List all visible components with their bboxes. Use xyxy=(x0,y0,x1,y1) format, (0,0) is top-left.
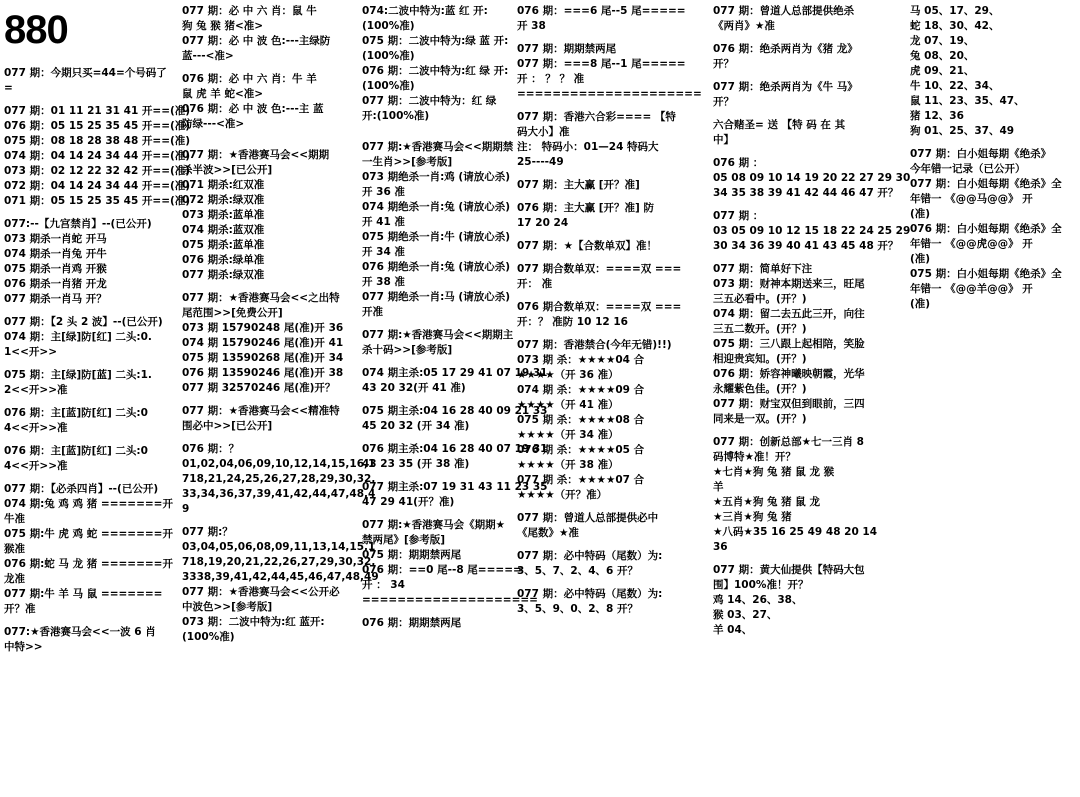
text-line: 3、5、7、2、4、6 开？ xyxy=(517,565,638,577)
text-line: 34 35 38 39 41 42 44 46 47 开？ xyxy=(713,187,899,199)
text-line: ★★★★（开 34 准） xyxy=(517,429,619,441)
text-line: 1<<开>> xyxy=(4,346,57,358)
text-line: 074 期杀:蓝双准 xyxy=(182,224,265,236)
line-gap xyxy=(4,398,157,406)
text-line: 075 期杀:蓝单准 xyxy=(182,239,265,251)
text-line: 077 期：香港六合彩==== 【特 xyxy=(517,111,676,123)
text-line: 03 05 09 10 12 15 18 22 24 25 29 xyxy=(713,225,911,237)
text-line: 开 ： ？ ？ 准 xyxy=(517,73,585,85)
text-line: 076 期：05 15 25 35 45 开==(准) xyxy=(4,120,191,132)
line-gap xyxy=(362,472,514,480)
column-1 xyxy=(4,66,191,655)
text-line: 年错一 《@@马@@》 开 xyxy=(910,193,1033,205)
text-line: 077 期:★香港赛马会<<期期主 xyxy=(362,329,514,341)
text-line: 077 期：★香港赛马会<<之出特 xyxy=(182,292,340,304)
text-line: 077 期合数单双：====双 === xyxy=(517,263,682,275)
text-line: 718,19,20,21,22,26,27,29,30,32, xyxy=(182,556,376,568)
line-gap xyxy=(182,140,344,148)
text-line: ★★★★（开 38 准） xyxy=(517,459,619,471)
text-line: 开？准 xyxy=(4,603,36,615)
text-line: 永耀紫色佳。(开？) xyxy=(713,383,807,395)
text-line: 一生肖>>[参考版] xyxy=(362,156,453,168)
text-line: 47 29 41(开？准) xyxy=(362,496,455,508)
text-line: 077 期 ： xyxy=(713,210,764,222)
text-line: 076 期：==0 尾--8 尾===== xyxy=(362,564,522,576)
text-line: 074 期杀一肖兔 开牛 xyxy=(4,248,107,260)
text-line: 猴 03、27、 xyxy=(713,609,778,621)
text-line: 禁两尾》[参考版] xyxy=(362,534,446,546)
text-line: 杀半波>>[已公开] xyxy=(182,164,273,176)
text-line: ===================== xyxy=(517,88,702,100)
text-line: 年错一 《@@虎@@》 开 xyxy=(910,238,1033,250)
line-gap xyxy=(362,320,514,328)
text-line: 075 期 13590268 尾(准)开 34 xyxy=(182,352,344,364)
text-line: 075 期：白小姐每期《绝杀》全 xyxy=(910,268,1062,280)
text-line: ★三肖★狗 兔 猪 xyxy=(713,511,792,523)
text-line: 码大小】准 xyxy=(517,126,570,138)
text-line: 羊 04、 xyxy=(713,624,753,636)
text-line: 077 期：主大赢 [开？准] xyxy=(517,179,640,191)
text-line: 077 期:？ xyxy=(182,526,233,538)
text-line: 073 期杀一肖蛇 开马 xyxy=(4,233,107,245)
text-line: 开 41 准 xyxy=(362,216,405,228)
text-line: 43 20 32(开 41 准) xyxy=(362,382,466,394)
line-gap xyxy=(4,474,157,482)
text-line: 龙 07、19、 xyxy=(910,35,975,47)
text-line: 077 期：必中特码（尾数）为: xyxy=(517,588,663,600)
text-line: 077 期：必 中 波 色:---主绿防 xyxy=(182,35,331,47)
text-line: 074 期：04 14 24 34 44 开==(准) xyxy=(4,150,191,162)
column-4 xyxy=(517,4,702,617)
text-line: 2<<开>>准 xyxy=(4,384,68,396)
text-line: 今年错一记录（已公开） xyxy=(910,163,1026,175)
line-gap xyxy=(910,139,1078,147)
column-6 xyxy=(910,4,1078,312)
text-line: 三五必看中。(开？) xyxy=(713,293,807,305)
text-line: 蛇 18、30、42、 xyxy=(910,20,1000,32)
text-line: 075 期主杀:04 16 28 40 09 21 33 xyxy=(362,405,548,417)
column-5 xyxy=(713,4,911,638)
text-line: 077 期:★香港赛马会《期期★ xyxy=(362,519,506,531)
text-line: (100%准) xyxy=(362,20,415,32)
text-line: ★七肖★狗 兔 猪 鼠 龙 猴 xyxy=(713,466,835,478)
line-gap xyxy=(182,64,344,72)
text-line: 076 期：===6 尾--5 尾===== xyxy=(517,5,686,17)
text-line: 076 期合数单双：====双 === xyxy=(517,301,682,313)
text-line: 4<<开>>准 xyxy=(4,422,68,434)
text-line: 开 38 准 xyxy=(362,276,405,288)
line-gap xyxy=(517,170,697,178)
text-line: 071 期杀:红双准 xyxy=(182,179,265,191)
text-line: 中】 xyxy=(713,134,734,146)
text-line: 077 期：★香港赛马会<<公开必 xyxy=(182,586,340,598)
text-line: 077 期：【必杀四肖】--(已公开) xyxy=(4,483,159,495)
text-line: 鼠 11、23、35、47、 xyxy=(910,95,1025,107)
text-line: 077 期：必中特码（尾数）为: xyxy=(517,550,663,562)
text-line: 077 期：今期只买=44=个号码了 xyxy=(4,67,167,79)
text-line: (100%准) xyxy=(182,631,235,643)
text-line: 开： 准 xyxy=(517,278,553,290)
line-gap xyxy=(517,579,697,587)
text-line: 076 期：主[蓝]防[红] 二头:0 xyxy=(4,407,148,419)
text-line: 01,02,04,06,09,10,12,14,15,16,1 xyxy=(182,458,376,470)
text-line: 073 期：二波中特为:红 蓝开: xyxy=(182,616,325,628)
line-gap xyxy=(4,307,157,315)
text-line: 077 期：香港禁合(今年无错)!!) xyxy=(517,339,672,351)
line-gap xyxy=(517,102,697,110)
page-logo: 880 xyxy=(4,8,68,52)
text-line: (100%准) xyxy=(362,80,415,92)
text-line: 074 期 15790246 尾(准)开 41 xyxy=(182,337,344,349)
line-gap xyxy=(517,254,697,262)
text-line: 077 期：===8 尾--1 尾===== xyxy=(517,58,686,70)
text-line: 9 xyxy=(182,503,190,515)
line-gap xyxy=(182,283,344,291)
line-gap xyxy=(4,209,157,217)
text-line: 076 期主杀:04 16 28 40 07 19 31 xyxy=(362,443,548,455)
text-line: 077 期杀:绿双准 xyxy=(182,269,265,281)
text-line: 076 期：主大赢 [开？准] 防 xyxy=(517,202,654,214)
text-line: 073 期 杀：★★★★04 合 xyxy=(517,354,645,366)
text-line: 076 期：？ xyxy=(182,443,240,455)
line-gap xyxy=(713,427,888,435)
text-line: 开？ xyxy=(713,58,734,70)
text-line: 羊 xyxy=(713,481,724,493)
line-gap xyxy=(182,132,344,140)
text-line: 074 期 杀：★★★★09 合 xyxy=(517,384,645,396)
text-line: 虎 09、21、 xyxy=(910,65,975,77)
text-line: 077 期杀一肖马 开？ xyxy=(4,293,107,305)
text-line: 077 期主杀:07 19 31 43 11 23 35 xyxy=(362,481,548,493)
text-line: 076 期：娇容神曦映朝霞，光华 xyxy=(713,368,865,380)
text-line: 076 期:蛇 马 龙 猪 =======开 xyxy=(4,558,173,570)
text-line: 076 期：期期禁两尾 xyxy=(362,617,462,629)
text-line: 狗 01、25、37、49 xyxy=(910,125,1015,137)
text-line: (准) xyxy=(910,298,931,310)
text-line: 狗 兔 猴 猪<准> xyxy=(182,20,264,32)
text-line: 猴准 xyxy=(4,543,25,555)
text-line: 3、5、9、0、2、8 开？ xyxy=(517,603,638,615)
text-line: ★★★★（开 41 准） xyxy=(517,399,619,411)
line-gap xyxy=(4,436,157,444)
text-line: 077 期：白小姐每期《绝杀》全 xyxy=(910,178,1062,190)
text-line: 075 期：三八跟上起相陪，笑脸 xyxy=(713,338,865,350)
text-line: 072 期杀:绿双准 xyxy=(182,194,265,206)
text-line: (准) xyxy=(910,253,931,265)
text-line: 076 期绝杀一肖:兔 (请放心杀) xyxy=(362,261,511,273)
text-line: 075 期杀一肖鸡 开猴 xyxy=(4,263,107,275)
line-gap xyxy=(4,617,157,625)
line-gap xyxy=(713,254,888,262)
text-line: 围必中>>[已公开] xyxy=(182,420,273,432)
text-line: 《尾数》★准 xyxy=(517,527,579,539)
line-gap xyxy=(517,292,697,300)
text-line: 防绿---<准> xyxy=(182,118,245,130)
text-line: 074 期主杀:05 17 29 41 07 19 31 xyxy=(362,367,548,379)
text-line: (准) xyxy=(910,208,931,220)
line-gap xyxy=(4,96,157,104)
text-line: ★五肖★狗 兔 猪 鼠 龙 xyxy=(713,496,820,508)
line-gap xyxy=(517,193,697,201)
text-line: 077 期 杀：★★★★07 合 xyxy=(517,474,645,486)
text-line: ★★★★（开？准） xyxy=(517,489,608,501)
text-line: 25----49 xyxy=(517,156,564,168)
text-line: 开准 xyxy=(362,306,383,318)
text-line: 075 期：期期禁两尾 xyxy=(362,549,462,561)
text-line: 077 期：白小姐每期《绝杀》 xyxy=(910,148,1052,160)
text-line: 《两肖》★准 xyxy=(713,20,775,32)
text-line: 076 期 13590246 尾(准)开 38 xyxy=(182,367,344,379)
text-line: 开：？ 准防 10 12 16 xyxy=(517,316,628,328)
text-line: 074 期：主[绿]防[红] 二头:0. xyxy=(4,331,152,343)
line-gap xyxy=(713,72,888,80)
text-line: 076 期杀:绿单准 xyxy=(182,254,265,266)
line-gap xyxy=(517,34,697,42)
text-line: 076 期：必 中 波 色:---主 蓝 xyxy=(182,103,324,115)
text-line: 龙准 xyxy=(4,573,25,585)
text-line: 开 38 xyxy=(517,20,546,32)
line-gap xyxy=(713,110,888,118)
text-line: 077 期：曾道人总部提供必中 xyxy=(517,512,659,524)
text-line: 03,04,05,06,08,09,11,13,14,15,1 xyxy=(182,541,376,553)
line-gap xyxy=(713,201,888,209)
text-line: 4<<开>>准 xyxy=(4,460,68,472)
text-line: = xyxy=(4,82,13,94)
line-gap xyxy=(517,503,697,511)
line-gap xyxy=(182,434,344,442)
text-line: 074 期:兔 鸡 鸡 猪 =======开 xyxy=(4,498,173,510)
text-line: 杀十码>>[参考版] xyxy=(362,344,453,356)
text-line: 开:(100%准) xyxy=(362,110,430,122)
text-line: 077 期绝杀一肖:马 (请放心杀) xyxy=(362,291,511,303)
line-gap xyxy=(362,124,514,132)
text-line: 073 期 15790248 尾(准)开 36 xyxy=(182,322,344,334)
text-line: 075 期：二波中特为:绿 蓝 开: xyxy=(362,35,509,47)
text-line: 077 期：曾道人总部提供绝杀 xyxy=(713,5,855,17)
text-line: 077 期：财宝双但到眼前，三四 xyxy=(713,398,865,410)
text-line: 076 期：二波中特为:红 绿 开: xyxy=(362,65,509,77)
text-line: 30 34 36 39 40 41 43 45 48 开？ xyxy=(713,240,899,252)
text-line: 073 期杀:蓝单准 xyxy=(182,209,265,221)
text-line: 相迎贵宾知。(开？) xyxy=(713,353,807,365)
line-gap xyxy=(713,555,888,563)
text-line: 开 ： 34 xyxy=(362,579,405,591)
line-gap xyxy=(182,396,344,404)
line-gap xyxy=(517,330,697,338)
line-gap xyxy=(517,541,697,549)
text-line: 注： 特码小：01—24 特码大 xyxy=(517,141,659,153)
text-line: 马 05、17、29、 xyxy=(910,5,1000,17)
text-line: 074 期绝杀一肖:兔 (请放心杀) xyxy=(362,201,511,213)
text-line: 073 期：财神本期送来三，旺尾 xyxy=(713,278,865,290)
text-line: 074 期：留二去五此三开，向往 xyxy=(713,308,865,320)
line-gap xyxy=(362,358,514,366)
text-line: 073 期绝杀一肖:鸡 (请放心杀) xyxy=(362,171,511,183)
text-line: 072 期：04 14 24 34 44 开==(准) xyxy=(4,180,191,192)
text-line: 073 期：02 12 22 32 42 开==(准) xyxy=(4,165,191,177)
text-line: 077 期：简单好下注 xyxy=(713,263,813,275)
text-line: 076 期：绝杀两肖为《猪 龙》 xyxy=(713,43,858,55)
line-gap xyxy=(713,34,888,42)
text-line: 075 期：主[绿]防[蓝] 二头:1. xyxy=(4,369,152,381)
text-line: 077 期：★香港赛马会<<期期 xyxy=(182,149,330,161)
text-line: 077 期:★香港赛马会<<期期禁 xyxy=(362,141,514,153)
text-line: 718,21,24,25,26,27,28,29,30,32, xyxy=(182,473,376,485)
text-line: ★八码★35 16 25 49 48 20 14 xyxy=(713,526,878,538)
text-line: 076 期：必 中 六 肖：牛 羊 xyxy=(182,73,317,85)
text-line: 猪 12、36 xyxy=(910,110,964,122)
text-line: 077 期：黄大仙提供【特码大包 xyxy=(713,564,865,576)
text-line: 076 期杀一肖猪 开龙 xyxy=(4,278,107,290)
text-line: 077:★香港赛马会<<一波 6 肖 xyxy=(4,626,156,638)
text-line: 077 期：必 中 六 肖：鼠 牛 xyxy=(182,5,317,17)
text-line: 075 期绝杀一肖:牛 (请放心杀) xyxy=(362,231,511,243)
text-line: 六合赌圣= 送 【特 码 在 其 xyxy=(713,119,846,131)
line-gap xyxy=(4,360,157,368)
text-line: 鸡 14、26、38、 xyxy=(713,594,803,606)
text-line: 077 期:牛 羊 马 鼠 ======= xyxy=(4,588,163,600)
line-gap xyxy=(713,148,888,156)
text-line: ==================== xyxy=(362,594,538,606)
text-line: 牛 10、22、34、 xyxy=(910,80,1000,92)
text-line: 开？ xyxy=(713,96,734,108)
text-line: 蓝---<准> xyxy=(182,50,234,62)
text-line: 围】100%准！开？ xyxy=(713,579,809,591)
line-gap xyxy=(182,517,344,525)
line-gap xyxy=(517,231,697,239)
text-line: 076 期 杀：★★★★05 合 xyxy=(517,444,645,456)
text-line: 开 36 准 xyxy=(362,186,405,198)
text-line: 077 期：创新总部★七一三肖 8 xyxy=(713,436,864,448)
text-line: 077 期：★【合数单双】准！ xyxy=(517,240,657,252)
text-line: 3338,39,41,42,44,45,46,47,48,49 xyxy=(182,571,379,583)
text-line: (100%准) xyxy=(362,50,415,62)
text-line: 尾范围>>[免费公开] xyxy=(182,307,283,319)
text-line: 075 期:牛 虎 鸡 蛇 =======开 xyxy=(4,528,173,540)
line-gap xyxy=(362,510,514,518)
text-line: 牛准 xyxy=(4,513,25,525)
text-line: 076 期 ： xyxy=(713,157,764,169)
text-line: 开 34 准 xyxy=(362,246,405,258)
text-line: 077:--【九宫禁肖】--(已公开) xyxy=(4,218,152,230)
text-line: 33,34,36,37,39,41,42,44,47,48,4 xyxy=(182,488,376,500)
text-line: 36 xyxy=(713,541,728,553)
line-gap xyxy=(362,608,514,616)
text-line: 43 23 35 (开 38 准) xyxy=(362,458,470,470)
text-line: 码博特★准！开？ xyxy=(713,451,796,463)
text-line: 077 期：绝杀两肖为《牛 马》 xyxy=(713,81,858,93)
text-line: 074:二波中特为:蓝 红 开: xyxy=(362,5,488,17)
text-line: ★★★★（开 36 准） xyxy=(517,369,619,381)
text-line: 077 期：期期禁两尾 xyxy=(517,43,617,55)
text-line: 077 期：01 11 21 31 41 开==(准) xyxy=(4,105,191,117)
text-line: 同来是一双。(开？) xyxy=(713,413,807,425)
text-line: 中波色>>[参考版] xyxy=(182,601,273,613)
text-line: 077 期：【2 头 2 波】--(已公开) xyxy=(4,316,163,328)
line-gap xyxy=(362,132,514,140)
text-line: 鼠 虎 羊 蛇<准> xyxy=(182,88,264,100)
text-line: 三五二数开。(开？) xyxy=(713,323,807,335)
text-line: 076 期：主[蓝]防[红] 二头:0 xyxy=(4,445,148,457)
line-gap xyxy=(362,434,514,442)
text-line: 年错一 《@@羊@@》 开 xyxy=(910,283,1033,295)
text-line: 中特>> xyxy=(4,641,43,653)
text-line: 077 期：★香港赛马会<<精准特 xyxy=(182,405,340,417)
text-line: 075 期：08 18 28 38 48 开==(准) xyxy=(4,135,191,147)
text-line: 17 20 24 xyxy=(517,217,569,229)
text-line: 071 期：05 15 25 35 45 开==(准) xyxy=(4,195,191,207)
text-line: 077 期 32570246 尾(准)开？ xyxy=(182,382,336,394)
text-line: 075 期 杀：★★★★08 合 xyxy=(517,414,645,426)
text-line: 45 20 32 (开 34 准) xyxy=(362,420,470,432)
text-line: 兔 08、20、 xyxy=(910,50,975,62)
text-line: 05 08 09 10 14 19 20 22 27 29 30 xyxy=(713,172,911,184)
text-line: 077 期：二波中特为：红 绿 xyxy=(362,95,497,107)
line-gap xyxy=(362,396,514,404)
text-line: 076 期：白小姐每期《绝杀》全 xyxy=(910,223,1062,235)
